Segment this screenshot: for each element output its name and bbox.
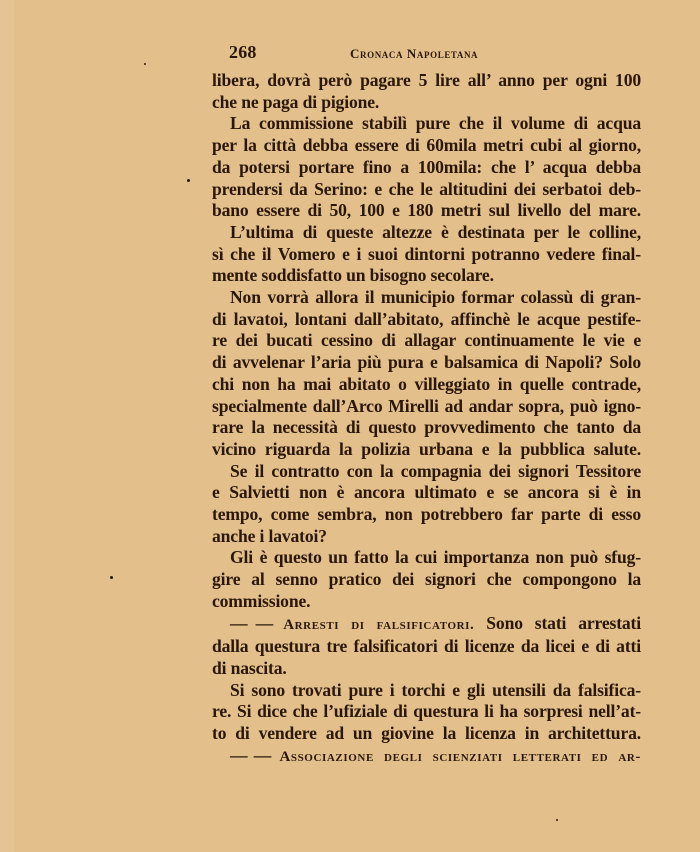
body-text	[212, 70, 641, 769]
text-line: di nascita.	[212, 657, 287, 678]
scan-speck	[187, 179, 190, 182]
scan-speck	[144, 63, 146, 65]
scan-edge-band	[0, 0, 14, 852]
text-line: re dei bucati cessino di allagar continuamente le vie e	[212, 330, 641, 351]
em-dash-separator: — —	[230, 612, 272, 633]
scan-speck	[556, 819, 558, 821]
text-line: Gli è questo un fatto la cui importanza non può sfug-	[230, 547, 641, 568]
paragraph	[212, 222, 641, 287]
text-line	[212, 613, 641, 637]
running-head: Cronaca Napoletana	[350, 46, 479, 61]
text-line: specialmente dall’Arco Mirelli ad andar sopra, può igno-	[212, 395, 641, 416]
text-line: to di vendere ad un giovine la licenza in architettura.	[212, 723, 641, 744]
paragraph	[212, 680, 641, 745]
text-line: dalla questura tre falsificatori di licenze da licei e di atti	[212, 636, 641, 657]
text-line: sì che il Vomero e i suoi dintorni potranno vedere final-	[212, 243, 641, 264]
text-line: La commissione stabilì pure che il volume di acqua	[230, 113, 641, 134]
paragraph	[212, 113, 641, 222]
news-item-associazione	[212, 745, 641, 769]
text-line: di avvelenar l’aria più pura e balsamica di Napoli? Solo	[212, 352, 641, 373]
text-line	[212, 745, 641, 769]
paragraph	[212, 461, 641, 548]
text-line: re. Si dice che l’ufiziale di questura li ha sorpresi nell’at-	[212, 701, 641, 722]
text-line: Se il contratto con la compagnia dei signori Tessitore	[230, 460, 641, 481]
news-item-arresti	[212, 613, 641, 680]
section-heading: Associazione degli scienziati letterati ed ar-	[279, 748, 641, 765]
section-heading: Arresti di falsificatori.	[283, 616, 475, 633]
paragraph	[212, 70, 641, 113]
text-line: anche i lavatoi?	[212, 525, 327, 546]
em-dash-separator: — —	[230, 744, 270, 765]
paragraph	[212, 287, 641, 461]
text-line: Non vorrà allora il municipio formar colassù di gran-	[230, 287, 641, 308]
text-line: per la città debba essere di 60mila metri cubi al giorno,	[212, 135, 641, 156]
text-line: commissione.	[212, 590, 311, 611]
text-line: di lavatoi, lontani dall’abitato, affinchè le acque pestife-	[212, 308, 641, 329]
text-line: prendersi da Serino: e che le altitudini dei serbatoi deb-	[212, 178, 641, 199]
text-line: gire al senno pratico dei signori che compongono la	[212, 569, 641, 590]
text-line: chi non ha mai abitato o villeggiato in quelle contrade,	[212, 373, 641, 394]
text-line: vicino riguarda la polizia urbana e la pubblica salute.	[212, 438, 641, 459]
page-number: 268	[229, 42, 257, 62]
text-line: Si sono trovati pure i torchi e gli utensili da falsifica-	[230, 679, 641, 700]
text-line: mente soddisfatto un bisogno secolare.	[212, 265, 494, 286]
text-line: L’ultima di queste altezze è destinata per le colline,	[230, 221, 641, 242]
scan-speck	[110, 576, 113, 579]
text-line: rare la necessità di questo provvedimento che tanto da	[212, 417, 641, 438]
text-line: che ne paga di pigione.	[212, 91, 380, 112]
text-run: Sono stati arrestati	[486, 612, 641, 633]
text-line: da potersi portare fino a 100mila: che l’ acqua debba	[212, 156, 641, 177]
paragraph	[212, 547, 641, 612]
text-line: e Salvietti non è ancora ultimato e se ancora si è in	[212, 482, 641, 503]
text-line: bano essere di 50, 100 e 180 metri sul livello del mare.	[212, 200, 641, 221]
text-line: tempo, come sembra, non potrebbero far parte di esso	[212, 504, 641, 525]
text-line: libera, dovrà però pagare 5 lire all’ anno per ogni 100	[212, 70, 641, 90]
